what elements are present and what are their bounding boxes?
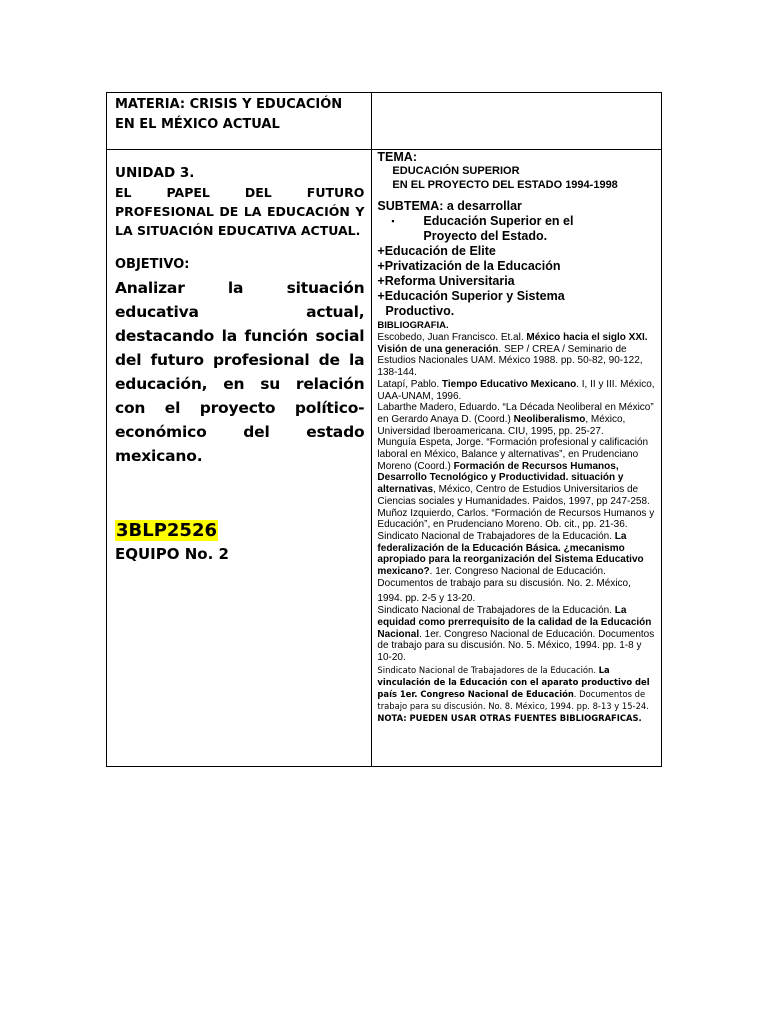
content-row xyxy=(107,150,662,767)
reference: Labarthe Madero, Eduardo. “La Década Neoliberal en México” en Gerardo Anaya D. (Coord.) Neoliberalismo, México, Universidad Iberoamericana. CIU, 1995, pp. 25-27. xyxy=(377,402,654,437)
right-cell xyxy=(372,150,662,767)
subtema-item-line-2: Proyecto del Estado. xyxy=(423,229,548,243)
unidad-heading: UNIDAD 3. xyxy=(115,165,195,181)
objetivo-label: OBJETIVO: xyxy=(115,257,190,272)
nota-text: NOTA: PUEDEN USAR OTRAS FUENTES BIBLIOGRAFICAS. xyxy=(377,712,642,723)
reference: Sindicato Nacional de Trabajadores de la Educación. La equidad como prerrequisito de la calidad de la Educación Nacional. 1er. Congreso Nacional de Educación. Documentos de trabajo para su discusión. No. 5. México, 1994. pp. 1-8 y 10-20. xyxy=(377,605,655,663)
unidad-title: EL PAPEL DEL FUTURO PROFESIONAL DE LA EDUCACIÓN Y LA SITUACIÓN EDUCATIVA ACTUAL. xyxy=(115,185,365,238)
reference: Sindicato Nacional de Trabajadores de la Educación. La federalización de la Educación Básica. ¿mecanismo apropiado para la reorganización del Sistema Educativo mexicano?. 1er. Congreso Nacional de Educación. Documentos de trabajo para su discusión. No. 2. México, xyxy=(377,530,644,589)
topic-sistema-productivo-cont: Productivo. xyxy=(385,304,455,318)
document-table xyxy=(106,92,662,767)
tema-label: TEMA: xyxy=(377,150,417,164)
topic-sistema-productivo: +Educación Superior y Sistema xyxy=(377,289,565,303)
reference: Muñoz Izquierdo, Carlos. “Formación de Recursos Humanos y Educación”, en Prudenciano Moreno. Ob. cit., pp. 21-36. xyxy=(377,507,655,531)
reference: 1994. pp. 2-5 y 13-20. xyxy=(377,593,476,605)
subtema-label: SUBTEMA: a desarrollar xyxy=(377,199,522,213)
square-bullet-icon: ▪ xyxy=(391,216,395,226)
header-row xyxy=(107,93,662,150)
group-code: 3BLP2526 xyxy=(116,520,218,541)
subtema-item-line-1: Educación Superior en el xyxy=(423,214,574,228)
objetivo-text: Analizar la situación educativa actual, destacando la función social del futuro profesional de la educación, en su relación con el proyecto político-económico del estado mexicano. xyxy=(115,279,365,465)
topic-privatizacion: +Privatización de la Educación xyxy=(377,259,561,273)
reference: Sindicato Nacional de Trabajadores de la Educación. La vinculación de la Educación con el aparato productivo del país 1er. Congreso Nacional de Educación. Documentos de trabajo para su discusión. No. 8. México, 1994. pp. 8-13 y 15-24. xyxy=(377,664,650,711)
reference: Escobedo, Juan Francisco. Et.al. México hacia el siglo XXI. Visión de una generación. SEP / CREA / Seminario de Estudios Nacionales UAM. México 1988. pp. 50-82, 90-122, 138-144. xyxy=(377,332,648,379)
empty-header-cell xyxy=(372,93,662,150)
equipo-label: EQUIPO No. 2 xyxy=(115,545,229,563)
reference: Latapí, Pablo. Tiempo Educativo Mexicano. I, II y III. México, UAA-UNAM, 1996. xyxy=(377,378,655,402)
materia-cell xyxy=(107,93,372,150)
topic-reforma: +Reforma Universitaria xyxy=(377,274,515,288)
tema-line-2: EN EL PROYECTO DEL ESTADO 1994-1998 xyxy=(392,179,618,191)
left-cell xyxy=(107,150,372,767)
materia-title: MATERIA: CRISIS Y EDUCACIÓN EN EL MÉXICO ACTUAL xyxy=(115,97,343,132)
subtema-item xyxy=(391,214,655,229)
tema-line-1: EDUCACIÓN SUPERIOR xyxy=(392,165,520,177)
topic-elite: +Educación de Elite xyxy=(377,244,496,258)
bibliografia-title: BIBLIOGRAFIA. xyxy=(377,320,449,331)
reference: Munguía Espeta, Jorge. “Formación profesional y calificación laboral en México, Balance y alternativas”, en Prudenciano Moreno (Coord.) Formación de Recursos Humanos, Desarrollo Tecnológico y Productividad. situación y alternativas, México, Centro de Estudios Universitarios de Ciencias sociales y Humanidades. Paidos, 1997, pp 247-258. xyxy=(377,437,650,507)
